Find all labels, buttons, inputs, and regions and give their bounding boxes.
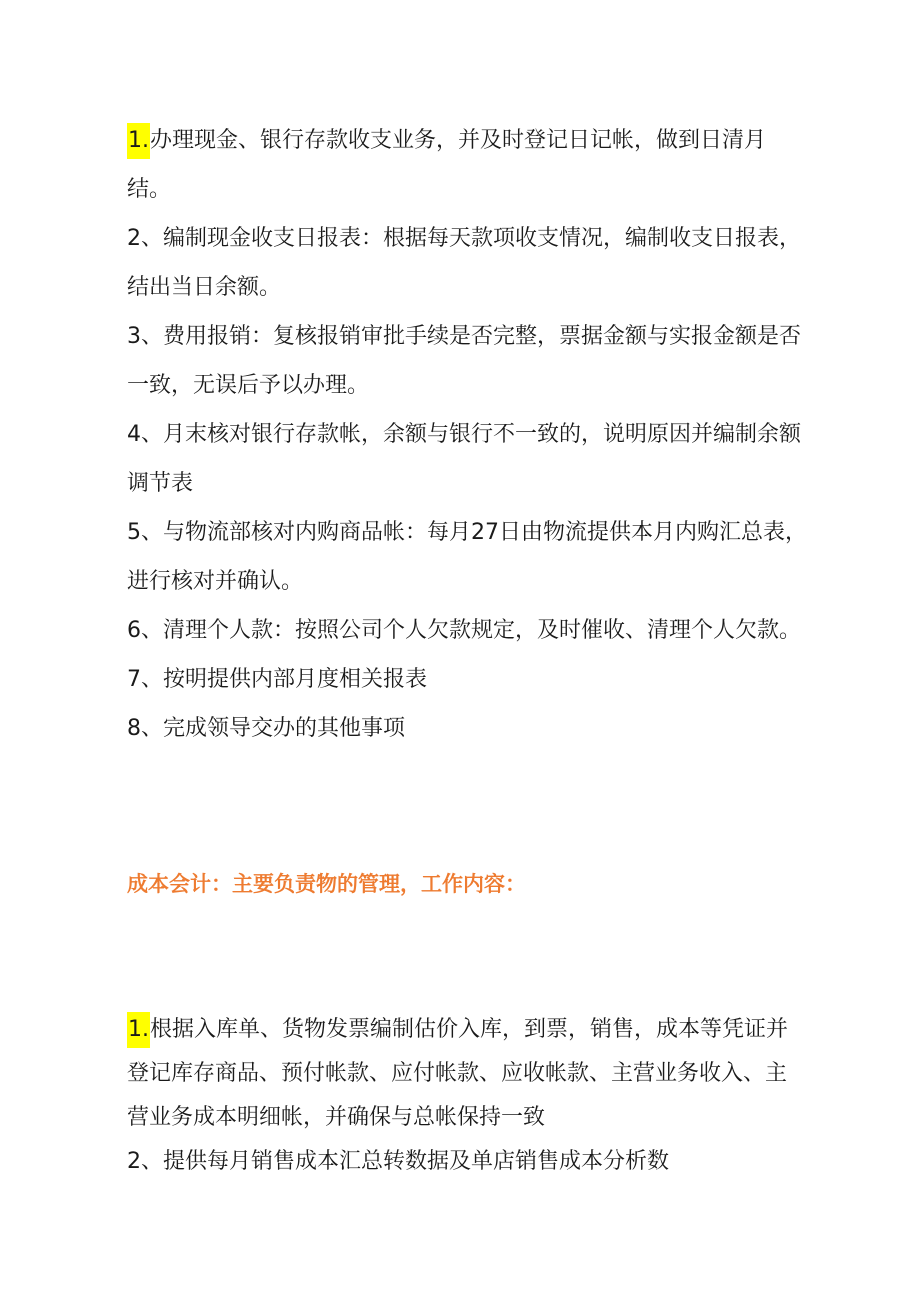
item-number: 2、: [127, 226, 163, 251]
list-item: [127, 410, 807, 508]
item-text: 清理个人款：按照公司个人欠款规定，及时催收、清理个人欠款。: [163, 618, 802, 643]
list-item: [127, 655, 807, 704]
list-item: [127, 116, 807, 214]
item-number: 6、: [127, 618, 163, 643]
item-text: 与物流部核对内购商品帐：每月27日由物流提供本月内购汇总表，进行核对并确认。: [127, 520, 807, 594]
item-text: 按明提供内部月度相关报表: [163, 667, 428, 692]
list-item: [127, 508, 807, 606]
item-number: 3、: [127, 324, 163, 349]
item-text: 根据入库单、货物发票编制估价入库，到票，销售，成本等凭证并登记库存商品、预付帐款、应付帐款、应收帐款、主营业务收入、主营业务成本明细帐，并确保与总帐保持一致: [127, 1017, 789, 1130]
item-text: 月末核对银行存款帐，余额与银行不一致的，说明原因并编制余额调节表: [127, 422, 802, 496]
item-text: 编制现金收支日报表：根据每天款项收支情况，编制收支日报表，结出当日余额。: [127, 226, 802, 300]
item-number: 4、: [127, 422, 163, 447]
duties-list-cost-accountant: [127, 1008, 807, 1184]
item-text: 费用报销：复核报销审批手续是否完整，票据金额与实报金额是否一致，无误后予以办理。: [127, 324, 802, 398]
item-text: 办理现金、银行存款收支业务，并及时登记日记帐，做到日清月结。: [127, 128, 767, 202]
item-number: 8、: [127, 716, 163, 741]
list-item: [127, 1140, 807, 1184]
item-text: 完成领导交办的其他事项: [163, 716, 406, 741]
item-number: 7、: [127, 667, 163, 692]
item-number-highlighted: 1.: [127, 123, 150, 159]
duties-list-cashier: [127, 116, 807, 753]
item-number: 2、: [127, 1149, 163, 1174]
item-number-highlighted: 1.: [127, 1012, 150, 1048]
list-item: [127, 1008, 807, 1140]
list-item: [127, 606, 807, 655]
list-item: [127, 214, 807, 312]
item-number: 5、: [127, 520, 163, 545]
item-text: 提供每月销售成本汇总转数据及单店销售成本分析数: [163, 1149, 670, 1174]
list-item: [127, 704, 807, 753]
section-heading-cost-accountant: 成本会计：主要负责物的管理，工作内容：: [127, 872, 526, 896]
list-item: [127, 312, 807, 410]
